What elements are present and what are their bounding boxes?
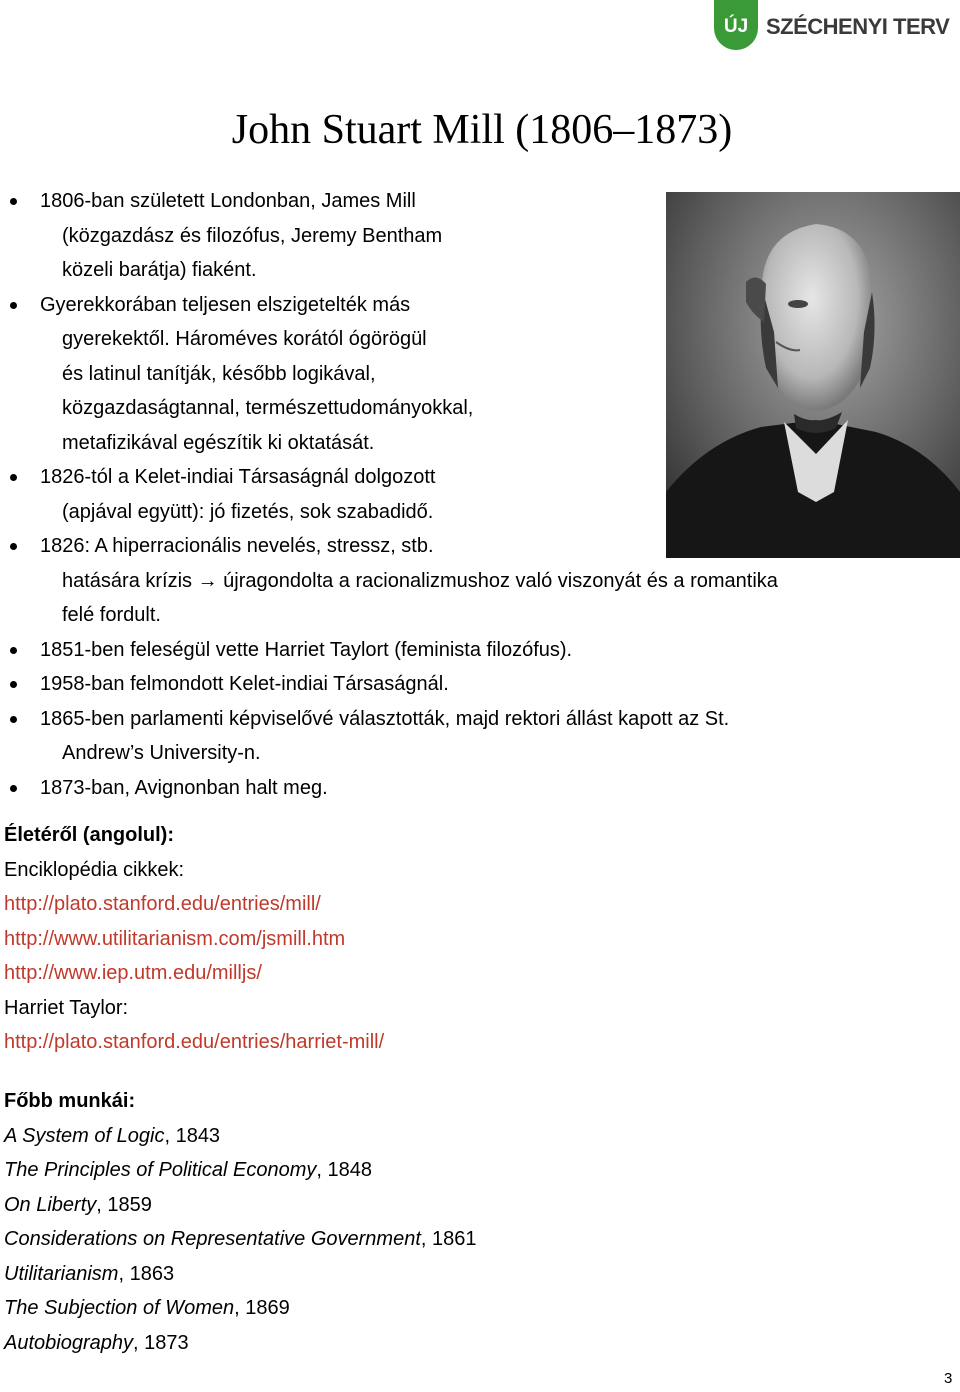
work-item [4, 1153, 477, 1188]
work-title: The Subjection of Women [4, 1297, 235, 1319]
link-plato-harriet[interactable]: http://plato.stanford.edu/entries/harriet-mill/ [4, 1031, 385, 1053]
bio-item-continuation: közgazdaságtannal, természettudományokkal, [62, 397, 474, 419]
bullet-icon [10, 785, 17, 792]
bullet-icon [10, 543, 17, 550]
logo-text: SZÉCHENYI TERV [766, 14, 950, 39]
bullet-icon [10, 716, 17, 723]
work-year: , 1873 [132, 1331, 189, 1354]
life-section [4, 818, 384, 1060]
bio-item-text: 1826-tól a Kelet-indiai Társaságnál dolgozott [40, 466, 436, 488]
work-item [4, 1222, 477, 1257]
bio-item-text: 1851-ben feleségül vette Harriet Taylort (feminista filozófus). [40, 638, 573, 661]
works-section [4, 1084, 477, 1360]
harriet-label: Harriet Taylor: [4, 996, 129, 1019]
szechenyi-terv-logo [714, 0, 960, 50]
bio-item-continuation: Andrew’s University-n. [62, 742, 261, 764]
work-title: Autobiography [4, 1331, 133, 1354]
bio-item [0, 771, 940, 806]
work-year: , 1863 [118, 1262, 175, 1285]
bullet-icon [10, 302, 17, 309]
bio-item-continuation: gyerekektől. Hároméves korától ógörögül [62, 328, 427, 350]
bio-item-text: 1865-ben parlamenti képviselővé választották, majd rektori állást kapott az St. [40, 707, 730, 730]
bio-item-continuation: (közgazdász és filozófus, Jeremy Bentham [62, 224, 443, 247]
work-year: , 1869 [234, 1297, 290, 1319]
encyclopedia-label: Enciklopédia cikkek: [4, 858, 185, 881]
works-heading: Főbb munkái: [4, 1090, 136, 1112]
link-utilitarianism[interactable]: http://www.utilitarianism.com/jsmill.htm [4, 927, 346, 950]
bullet-icon [10, 198, 17, 205]
bio-item-text: 1958-ban felmondott Kelet-indiai Társaságnál. [40, 673, 449, 695]
work-item [4, 1188, 477, 1223]
bio-item [0, 460, 580, 529]
work-title: The Principles of Political Economy [4, 1159, 317, 1181]
bio-item-text: 1873-ban, Avignonban halt meg. [40, 776, 328, 799]
bullet-icon [10, 474, 17, 481]
work-year: , 1843 [164, 1124, 221, 1147]
biography-list [0, 184, 960, 805]
work-year: , 1848 [316, 1159, 372, 1181]
bio-item-continuation: és latinul tanítják, később logikával, [62, 362, 376, 385]
bio-item-text: 1826: A hiperracionális nevelés, stressz, stb. [40, 535, 434, 557]
life-heading: Életéről (angolul): [4, 824, 174, 846]
work-year: , 1861 [420, 1228, 477, 1250]
bio-item [0, 529, 940, 633]
work-item [4, 1326, 477, 1361]
work-year: , 1859 [96, 1193, 152, 1216]
work-title: Utilitarianism [4, 1262, 119, 1285]
link-plato-mill[interactable]: http://plato.stanford.edu/entries/mill/ [4, 893, 321, 915]
bio-item-continuation: felé fordult. [62, 604, 161, 626]
work-title: Considerations on Representative Government [4, 1228, 421, 1250]
bio-item-text: Gyerekkorában teljesen elszigetelték más [40, 293, 411, 316]
bio-item-text: 1806-ban született Londonban, James Mill [40, 190, 416, 212]
work-item [4, 1291, 477, 1326]
work-item [4, 1119, 477, 1154]
bio-item-continuation: metafizikával egészítik ki oktatását. [62, 431, 375, 454]
link-iep[interactable]: http://www.iep.utm.edu/milljs/ [4, 962, 262, 984]
bio-item [0, 702, 940, 771]
logo-badge: ÚJ [714, 0, 758, 50]
bio-item [0, 288, 580, 461]
bio-item-continuation: hatására krízis → újragondolta a racionalizmushoz való viszonyát és a romantika [62, 569, 778, 592]
work-title: On Liberty [4, 1193, 97, 1216]
bio-item [0, 667, 940, 702]
work-item [4, 1257, 477, 1292]
bio-item-continuation: (apjával együtt): jó fizetés, sok szabadidő. [62, 500, 434, 523]
bullet-icon [10, 647, 17, 654]
page-title: John Stuart Mill (1806–1873) [231, 107, 733, 153]
bio-item [0, 184, 580, 288]
page-number: 3 [944, 1370, 953, 1387]
bio-item [0, 633, 940, 668]
bullet-icon [10, 681, 17, 688]
bio-item-continuation: közeli barátja) fiaként. [62, 259, 257, 281]
work-title: A System of Logic [4, 1124, 165, 1147]
